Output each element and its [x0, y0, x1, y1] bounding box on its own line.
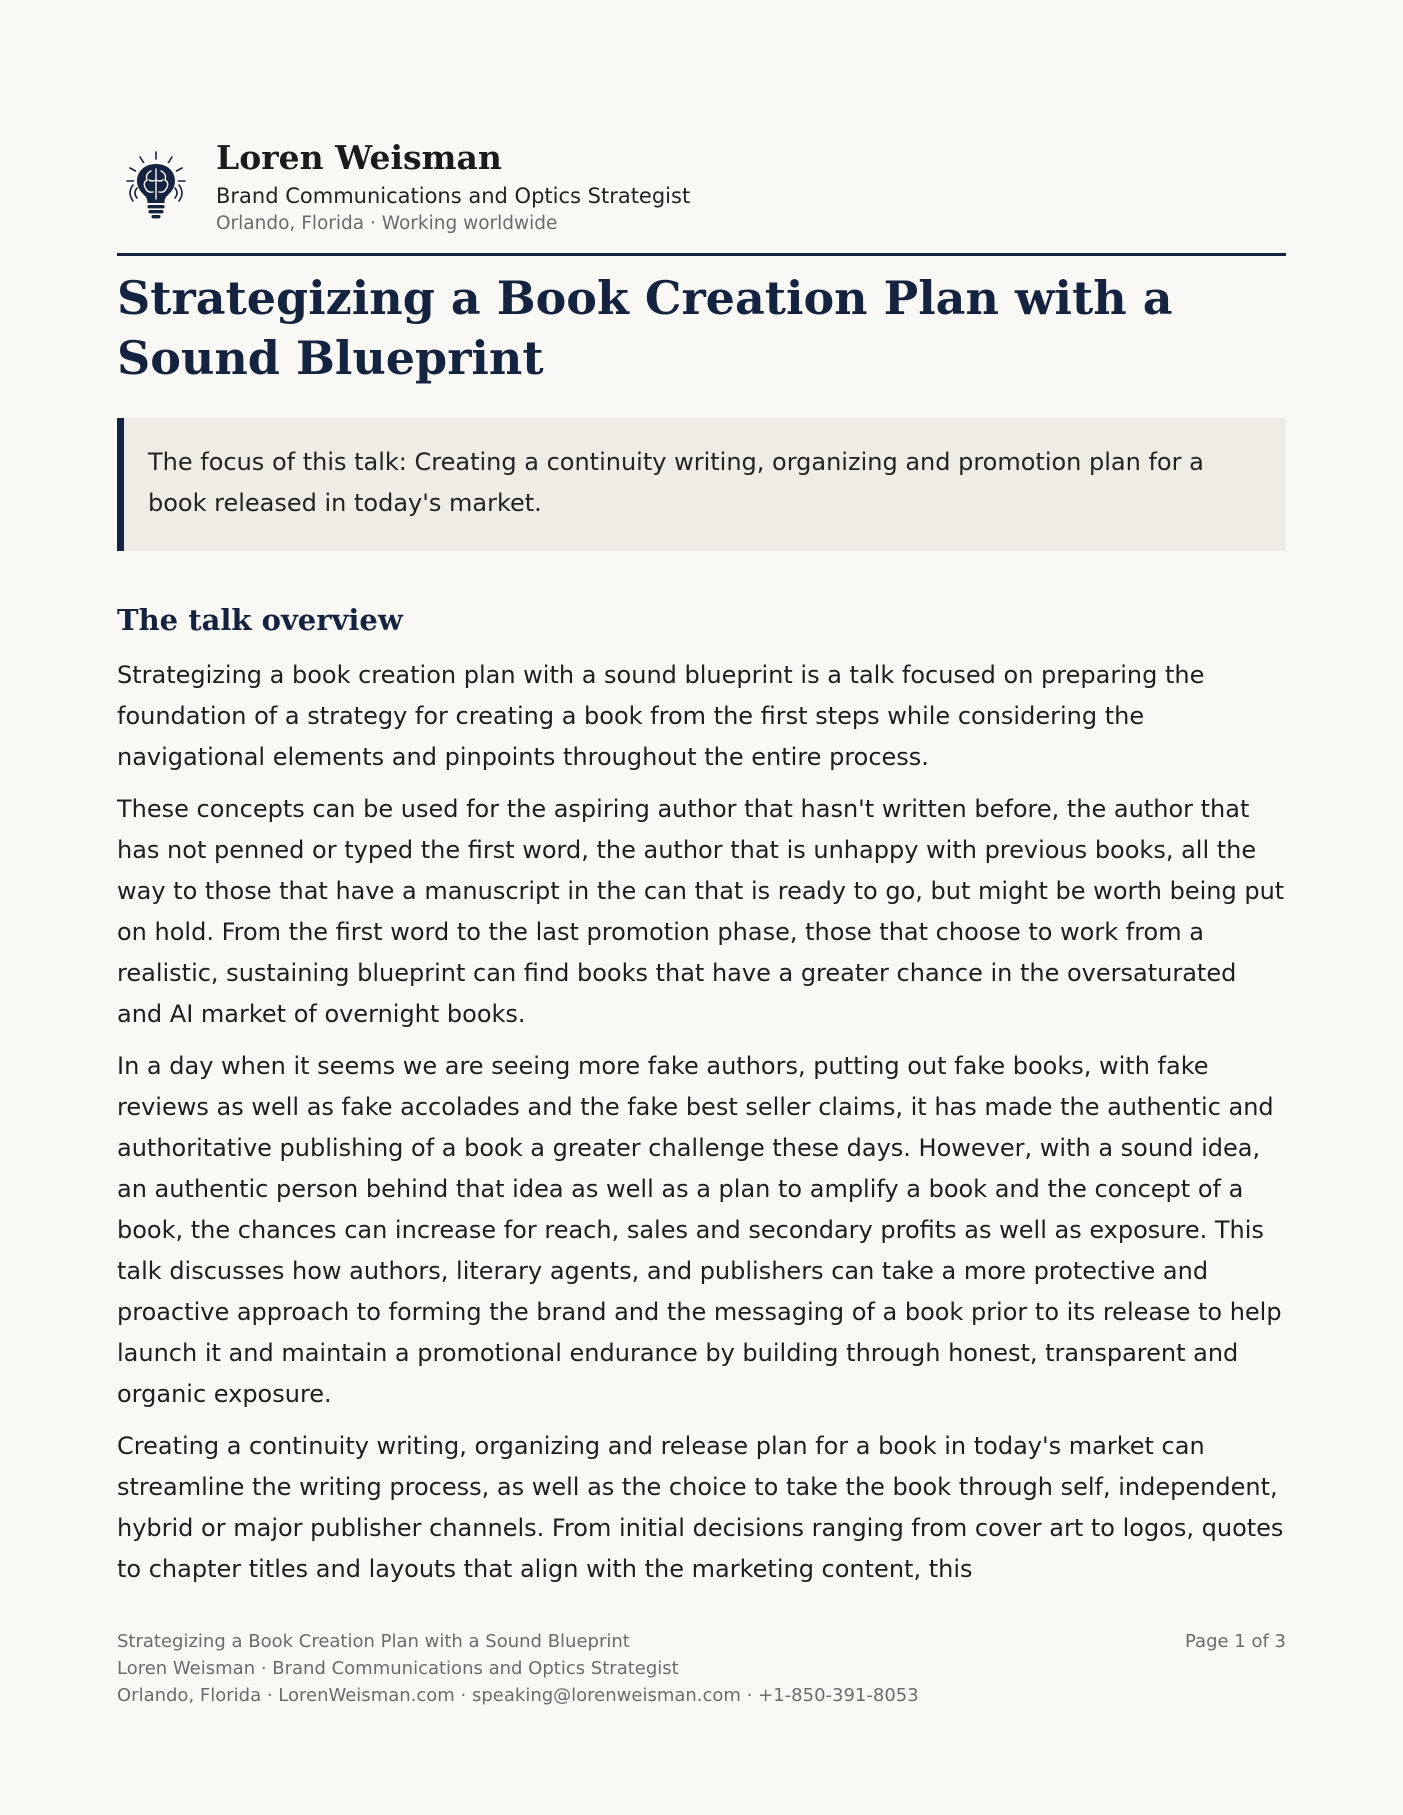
- page-title: Strategizing a Book Creation Plan with a Sound Blueprint: [117, 271, 1173, 385]
- section-heading: The talk overview: [117, 603, 403, 637]
- author-name: Loren Weisman: [216, 138, 502, 177]
- paragraph: In a day when it seems we are seeing more fake authors, putting out fake books, with fake reviews as well as fake accolades and the fake best seller claims, it has made the authentic and authoritative publishing of a book a greater challenge these days. However, with a sound idea, an authentic person behind that idea as well as a plan to amplify a book and the concept of a book, the chances can increase for reach, sales and secondary profits as well as exposure. This talk discusses how authors, literary agents, and publishers can take a more protective and proactive approach to forming the brand and the messaging of a book prior to its release to help launch it and maintain a promotional endurance by building through honest, transparent and organic exposure.: [117, 1052, 1282, 1408]
- body-text: [117, 655, 1286, 1605]
- paragraph: Creating a continuity writing, organizing and release plan for a book in today's market can streamline the writing process, as well as the choice to take the book through self, independent, hybrid or major publisher channels. From initial decisions ranging from cover art to logos, quotes to chapter titles and layouts that align with the marketing content, this: [117, 1432, 1284, 1583]
- focus-callout: The focus of this talk: Creating a continuity writing, organizing and promotion plan for a book released in today's market.: [117, 418, 1286, 551]
- author-location: Orlando, Florida · Working worldwide: [216, 213, 558, 234]
- page-number: Page 1 of 3: [1185, 1631, 1286, 1652]
- footer-author: Loren Weisman · Brand Communications and Optics Strategist: [117, 1658, 679, 1679]
- paragraph: Strategizing a book creation plan with a sound blueprint is a talk focused on preparing the foundation of a strategy for creating a book from the first steps while considering the navigational elements and pinpoints throughout the entire process.: [117, 661, 1205, 771]
- paragraph: These concepts can be used for the aspiring author that hasn't written before, the author that has not penned or typed the first word, the author that is unhappy with previous books, all the way to those that have a manuscript in the can that is ready to go, but might be worth being put on hold. From the first word to the last promotion phase, those that choose to work from a realistic, sustaining blueprint can find books that have a greater chance in the oversaturated and AI market of overnight books.: [117, 795, 1285, 1028]
- document-page: [117, 0, 1286, 1815]
- header-divider: [117, 253, 1286, 256]
- footer-contact: Orlando, Florida · LorenWeisman.com · speaking@lorenweisman.com · +1-850-391-8053: [117, 1685, 919, 1706]
- page-footer: [117, 1628, 1286, 1709]
- footer-title: Strategizing a Book Creation Plan with a Sound Blueprint: [117, 1631, 630, 1652]
- page-header: [117, 130, 1286, 254]
- author-role: Brand Communications and Optics Strategist: [216, 184, 691, 208]
- lightbulb-brain-icon: [125, 150, 187, 220]
